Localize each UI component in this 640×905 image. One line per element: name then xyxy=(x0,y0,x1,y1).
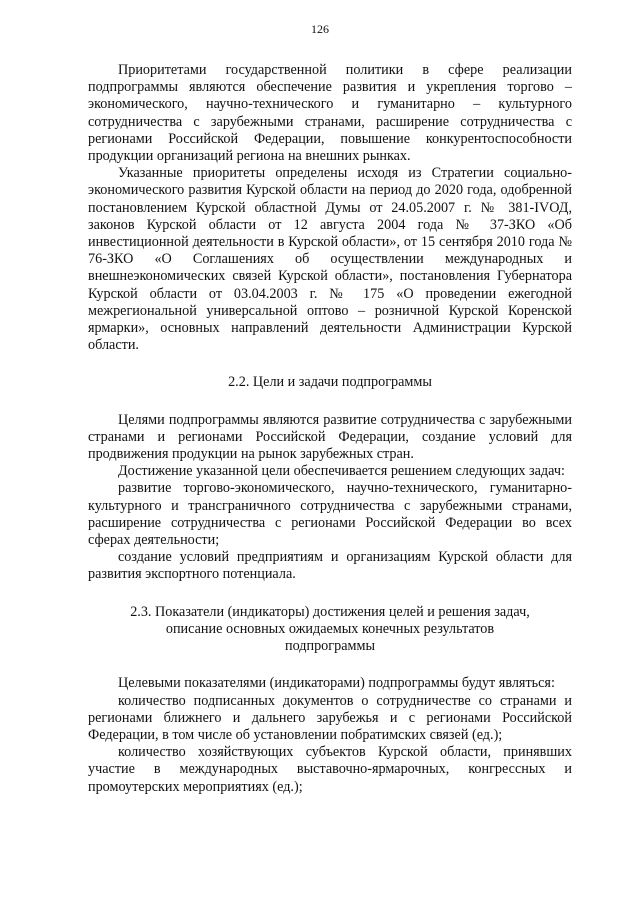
spacer xyxy=(88,655,572,675)
paragraph-indicators-intro: Целевыми показателями (индикаторами) подпрограммы будут являться: xyxy=(118,675,555,692)
section-heading-line: описание основных ожидаемых конечных результатов xyxy=(165,620,495,637)
task-item-cooperation: развитие торгово-экономического, научно-технического, гуманитарно-культурного и трансграничного сотрудничества с зарубежными странами, расширение сотрудничества с регионами Российской Федерации во всех сферах деятельности; xyxy=(88,480,572,549)
paragraph-goals: Целями подпрограммы являются развитие сотрудничества с зарубежными странами и регионами Российской Федерации, создание условий для продвижения продукции на рынок зарубежных стран. xyxy=(88,411,572,463)
task-item-export: создание условий предприятиям и организациям Курской области для развития экспортного потенциала. xyxy=(88,549,572,583)
section-heading-goals: 2.2. Цели и задачи подпрограммы xyxy=(228,374,432,391)
spacer xyxy=(88,392,572,412)
paragraph-priorities: Приоритетами государственной политики в сфере реализации подпрограммы являются обеспечение развития и укрепления торгово – экономического, научно-технического и гуманитарно – культурного сотрудничества с зарубежными странами, расширение сотрудничества с регионами Российской Федерации, повышение конкурентоспособности продукции организаций региона на внешних рынках. xyxy=(88,62,572,165)
section-heading-line: 2.3. Показатели (индикаторы) достижения целей и решения задач, xyxy=(130,603,530,620)
spacer xyxy=(88,354,572,374)
paragraph-tasks-intro: Достижение указанной цели обеспечивается решением следующих задач: xyxy=(118,463,565,480)
section-heading-indicators xyxy=(88,604,572,656)
paragraph-strategy-basis: Указанные приоритеты определены исходя из Стратегии социально-экономического развития Курской области на период до 2020 года, одобренной постановлением Курской областной Думы от 24.05.2007 г. № 381-IVОД, законов Курской области от 12 августа 2004 года № 37-ЗКО «Об инвестиционной деятельности в Курской области», от 15 сентября 2010 года № 76-ЗКО «О Соглашениях об осуществлении международных и внешнеэкономических связей Курской области», постановления Губернатора Курской области от 03.04.2003 г. № 175 «О проведении ежегодной межрегиональной универсальной оптово – розничной Курской Коренской ярмарки», основных направлений деятельности Администрации Курской области. xyxy=(88,165,572,354)
section-heading-line: подпрограммы xyxy=(285,638,375,655)
indicator-item-documents: количество подписанных документов о сотрудничестве со странами и регионами ближнего и дальнего зарубежья и с регионами Российской Федерации, в том числе об установлении побратимских связей (ед.); xyxy=(88,692,572,743)
spacer xyxy=(88,584,572,604)
page-number: 126 xyxy=(311,22,329,36)
indicator-item-participants: количество хозяйствующих субъектов Курской области, принявших участие в международных выставочно-ярмарочных, конгрессных и промоутерских мероприятиях (ед.); xyxy=(88,744,572,795)
document-body xyxy=(88,62,572,796)
